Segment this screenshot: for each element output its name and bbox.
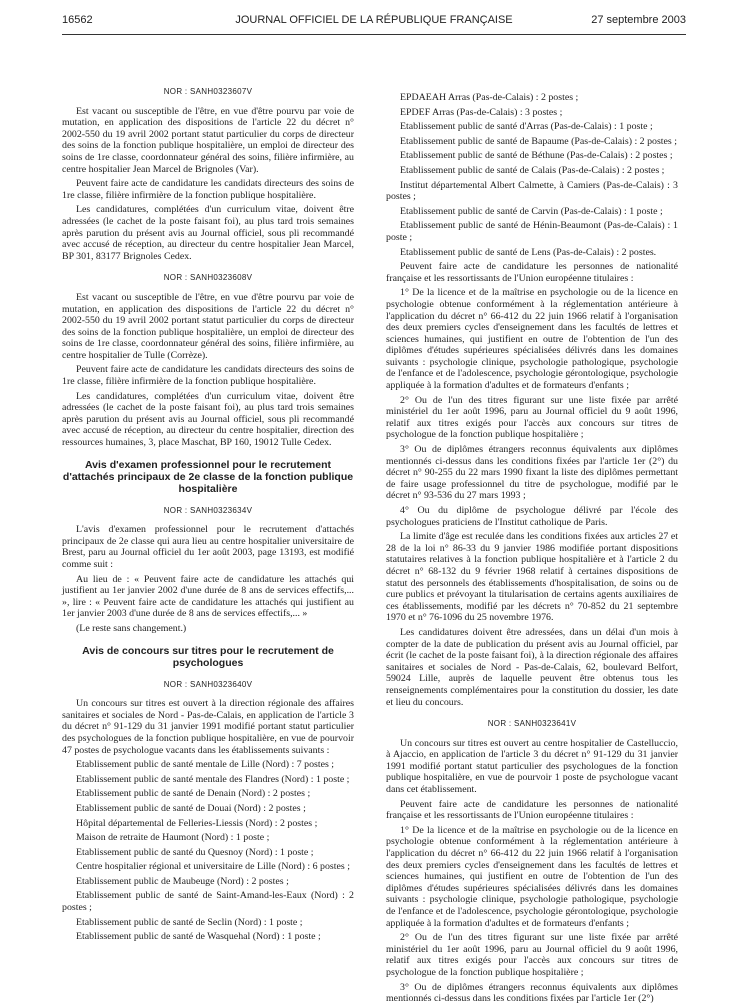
paragraph: Un concours sur titres est ouvert au centre hospitalier de Castelluccio, à Ajaccio, en application de l'article 3 du décret n° 91-129 du 31 janvier 1991 modifié portant statut particulier des psychologues de la fonction publique hospitalière, en vue de pourvoir 1 poste de psychologue vacant dans cet établissement.: [386, 737, 678, 796]
paragraph: 2° Ou de l'un des titres figurant sur une liste fixée par arrêté ministériel du 1er août 1996, paru au Journal officiel du 9 août 1996, relatif aux titres exigés pour l'accès aux concours sur titres de psychologue de la fonction publique hospitalière ;: [386, 394, 678, 441]
paragraph: Peuvent faire acte de candidature les personnes de nationalité française et les ressortissants de l'Union européenne titulaires :: [386, 261, 678, 284]
paragraph: Les candidatures, complétées d'un curriculum vitae, doivent être adressées (le cachet de la poste faisant foi), au plus tard trois semaines après parution du présent avis au Journal officiel, sous pli recommandé avec accusé de réception, au directeur du centre hospitalier, direction des ressources humaines, 3, place Maschat, BP 160, 19012 Tulle Cedex.: [62, 390, 354, 449]
list-item: Etablissement public de santé de Carvin (Pas-de-Calais) : 1 poste ;: [400, 205, 663, 217]
list-item: EPDEF Arras (Pas-de-Calais) : 3 postes ;: [400, 106, 563, 118]
list-item: Etablissement public de santé d'Arras (Pas-de-Calais) : 1 poste ;: [400, 121, 653, 133]
list-item: Etablissement public de santé de Douai (Nord) : 2 postes ;: [76, 802, 306, 814]
page-header: [62, 14, 686, 30]
section-heading: Avis de concours sur titres pour le recrutement de psychologues: [82, 644, 334, 669]
paragraph: L'avis d'examen professionnel pour le recrutement d'attachés principaux de 2e classe qui aura lieu au centre hospitalier universitaire de Brest, paru au Journal officiel du 1er août 2003, page 13193, est modifié comme suit :: [62, 524, 354, 570]
list-item: Hôpital départemental de Felleries-Liessis (Nord) : 2 postes ;: [76, 817, 318, 829]
list-item: Etablissement public de Maubeuge (Nord) : 2 postes ;: [76, 875, 289, 887]
list-item: Etablissement public de santé de Saint-Amand-les-Eaux (Nord) : 2 postes ;: [62, 890, 354, 914]
list-item: Etablissement public de santé de Wasquehal (Nord) : 1 poste ;: [76, 931, 321, 943]
paragraph: 1° De la licence et de la maîtrise en psychologie ou de la licence en psychologie obtenue conformément à la réglementation antérieure à l'application du décret n° 66-412 du 22 juin 1966 relatif à l'organisation des deux premiers cycles d'enseignement dans les facultés de lettres et sciences humaines, qui justifient en outre de l'obtention de l'un des diplômes d'études supérieures spécialisées délivrés dans les domaines suivants : psychologie clinique, psychologie pathologique, psychologie de l'enfance et de l'adolescence, psychologie gérontologique, psychologie appliquée à la formation d'adultes et de formateurs d'enfants ;: [386, 824, 678, 929]
nor-reference: NOR : SANH0323607V: [163, 87, 253, 96]
list-item: Etablissement public de santé de Béthune (Pas-de-Calais) : 2 postes ;: [400, 150, 673, 162]
paragraph: 4° Ou du diplôme de psychologue délivré par l'école des psychologues praticiens de l'Institut catholique de Paris.: [386, 505, 678, 528]
journal-title: JOURNAL OFFICIEL DE LA RÉPUBLIQUE FRANÇAISE: [235, 14, 513, 26]
paragraph: (Le reste sans changement.): [76, 622, 187, 634]
list-item: Institut départemental Albert Calmette, à Camiers (Pas-de-Calais) : 3 postes ;: [386, 179, 678, 203]
nor-reference: NOR : SANH0323641V: [487, 719, 577, 729]
page-number: 16562: [62, 14, 93, 26]
paragraph: Est vacant ou susceptible de l'être, en vue d'être pourvu par voie de mutation, en application des dispositions de l'article 22 du décret n° 2002-550 du 19 avril 2002 portant statut particulier du corps de directeur des soins de la fonction publique hospitalière, un emploi de directeur des soins de 1re classe, coordonnateur général des soins, filière infirmière, au centre hospitalier Jean Marcel de Brignoles (Var).: [62, 105, 354, 175]
nor-reference: NOR : SANH0323608V: [163, 273, 253, 283]
paragraph: Est vacant ou susceptible de l'être, en vue d'être pourvu par voie de mutation, en application des dispositions de l'article 22 du décret n° 2002-550 du 19 avril 2002 portant statut particulier du corps de directeur des soins de la fonction publique hospitalière, un emploi de directeur des soins de 1re classe, coordonnateur général des soins, filière infirmière, au centre hospitalier de Tulle (Corrèze).: [62, 291, 354, 361]
nor-reference: NOR : SANH0323634V: [163, 505, 253, 515]
nor-reference: NOR : SANH0323640V: [163, 679, 253, 689]
list-item: Etablissement public de santé de Bapaume (Pas-de-Calais) : 2 postes ;: [400, 135, 677, 147]
header-rule: [62, 34, 686, 35]
section-heading: Avis d'examen professionnel pour le recrutement d'attachés principaux de 2e classe de la fonction publique hospitalière: [62, 458, 354, 495]
list-item: Etablissement public de santé mentale de Lille (Nord) : 7 postes ;: [76, 759, 335, 771]
list-item: Centre hospitalier régional et universitaire de Lille (Nord) : 6 postes ;: [76, 861, 350, 873]
list-item: Etablissement public de santé de Seclin (Nord) : 1 poste ;: [76, 916, 303, 928]
list-item: Etablissement public de santé de Calais (Pas-de-Calais) : 2 postes ;: [400, 164, 665, 176]
paragraph: Peuvent faire acte de candidature les candidats directeurs des soins de 1re classe, filière infirmière de la fonction publique hospitalière.: [62, 364, 354, 388]
list-item: Etablissement public de santé de Lens (Pas-de-Calais) : 2 postes.: [400, 246, 657, 258]
list-item: EPDAEAH Arras (Pas-de-Calais) : 2 postes ;: [400, 92, 579, 103]
paragraph: La limite d'âge est reculée dans les conditions fixées aux articles 27 et 28 de la loi n° 86-33 du 9 janvier 1986 modifiée portant dispositions statutaires relatives à la fonction publique hospitalière et à l'article 2 du décret n° 68-132 du 9 février 1968 relatif à certaines dispositions de statut des personnels des établissements d'hospitalisation, de soins ou de cure publics et prévoyant la titularisation de certains agents auxiliaires de ces établissements, modifié par les décrets n° 70-852 du 21 septembre 1970 et n° 76-1096 du 25 novembre 1976.: [386, 531, 678, 624]
paragraph: 3° Ou de diplômes étrangers reconnus équivalents aux diplômes mentionnés ci-dessus dans les conditions fixées par l'article 1er (2°) du décret n° 90-255 du 22 mars 1990 fixant la liste des diplômes permettant de faire usage professionnel du titre de psychologue, modifié par le décret n° 93-536 du 27 mars 1993 ;: [386, 444, 678, 502]
list-item: Etablissement public de santé de Denain (Nord) : 2 postes ;: [76, 788, 311, 800]
list-item: Etablissement public de santé du Quesnoy (Nord) : 1 poste ;: [76, 846, 314, 858]
paragraph: 1° De la licence et de la maîtrise en psychologie ou de la licence en psychologie obtenue conformément à la réglementation antérieure à l'application du décret n° 66-412 du 22 juin 1966 relatif à l'organisation des deux premiers cycles d'enseignement dans les facultés de lettres et sciences humaines, qui justifient en outre de l'obtention de l'un des diplômes d'études supérieures spécialisées délivrés dans les domaines suivants : psychologie clinique, psychologie pathologique, psychologie de l'enfance et de l'adolescence, psychologie gérontologique, psychologie appliquée à la formation d'adultes et de formateurs d'enfants ;: [386, 287, 678, 392]
list-item: Etablissement public de santé mentale des Flandres (Nord) : 1 poste ;: [76, 773, 350, 785]
paragraph: Au lieu de : « Peuvent faire acte de candidature les attachés qui justifient au 1er janvier 2002 d'une durée de 8 ans de services effectifs,... », lire : « Peuvent faire acte de candidature les attachés qui justifient au 1er janvier 2003 d'une durée de 8 ans de services effectifs,... »: [62, 573, 354, 620]
paragraph: Les candidatures, complétées d'un curriculum vitae, doivent être adressées (le cachet de la poste faisant foi), au plus tard trois semaines après parution du présent avis au Journal officiel, sous pli recommandé avec accusé de réception, au directeur du centre hospitalier Jean Marcel, BP 301, 83177 Brignoles Cedex.: [62, 204, 354, 262]
left-column: [62, 86, 354, 980]
paragraph: Peuvent faire acte de candidature les candidats directeurs des soins de 1re classe, filière infirmière de la fonction publique hospitalière.: [62, 178, 354, 201]
issue-date: 27 septembre 2003: [591, 14, 686, 26]
paragraph: Les candidatures doivent être adressées, dans un délai d'un mois à compter de la date de publication du présent avis au Journal officiel, par écrit (le cachet de la poste faisant foi), à la direction régionale des affaires sanitaires et sociales de Nord - Pas-de-Calais, 62, boulevard Belfort, 59024 Lille, auprès de laquelle peuvent être obtenus tous les renseignements complémentaires pour la constitution du dossier, les date et lieu du concours.: [386, 626, 678, 708]
right-column: [386, 92, 678, 1005]
paragraph: Peuvent faire acte de candidature les personnes de nationalité française et les ressortissants de l'Union européenne titulaires :: [386, 798, 678, 822]
paragraph: 3° Ou de diplômes étrangers reconnus équivalents aux diplômes mentionnés ci-dessus dans les conditions fixées par l'article 1er (2°): [386, 981, 678, 1005]
list-item: Etablissement public de santé de Hénin-Beaumont (Pas-de-Calais) : 1 poste ;: [386, 220, 678, 243]
list-item: Maison de retraite de Haumont (Nord) : 1 poste ;: [76, 832, 270, 844]
paragraph: Un concours sur titres est ouvert à la direction régionale des affaires sanitaires et sociales de Nord - Pas-de-Calais, en application de l'article 3 du décret n° 91-129 du 31 janvier 1991 modifié portant statut particulier des psychologues de la fonction publique hospitalière, en vue de pourvoir 47 postes de psychologue vacants dans les établissements suivants :: [62, 698, 354, 756]
paragraph: 2° Ou de l'un des titres figurant sur une liste fixée par arrêté ministériel du 1er août 1996, paru au Journal officiel du 9 août 1996, relatif aux titres exigés pour l'accès aux concours sur titres de psychologue de la fonction publique hospitalière ;: [386, 932, 678, 978]
